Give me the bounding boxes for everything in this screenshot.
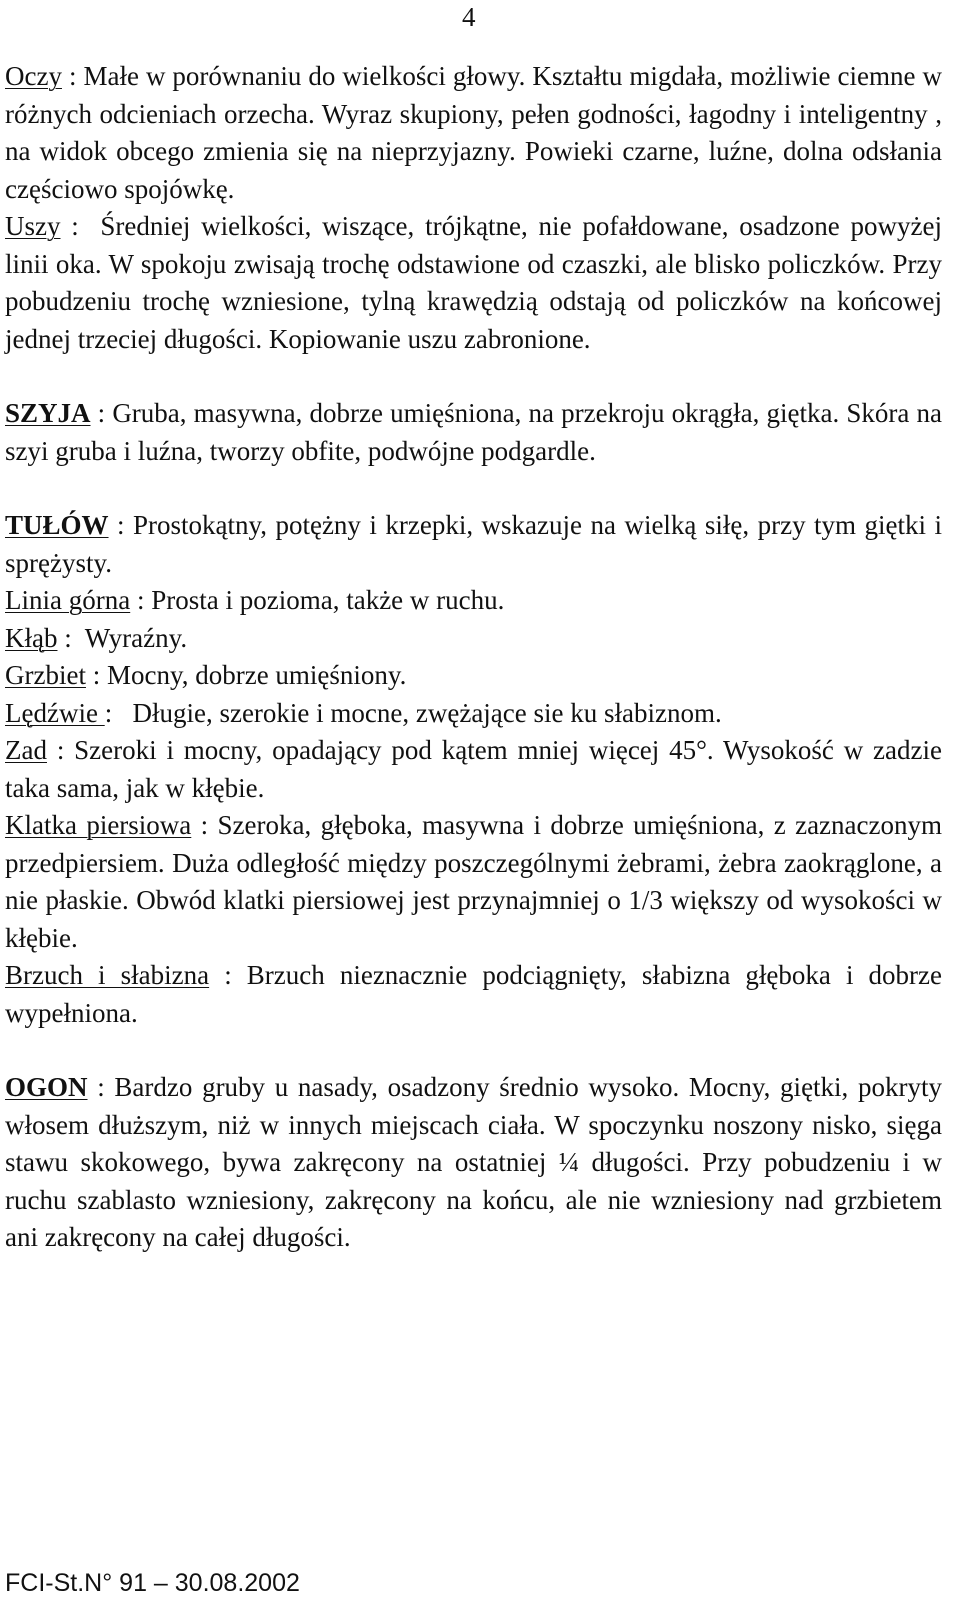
section-text: Długie, szerokie i mocne, zwężające sie ku słabiznom. <box>132 697 722 728</box>
section-text: Prosta i pozioma, także w ruchu. <box>151 585 505 615</box>
section-separator: : <box>60 211 101 241</box>
paragraph-gap <box>5 470 942 507</box>
section-text: Brzuch nieznacznie podciągnięty, słabizna głęboka i dobrze wypełniona. <box>5 960 942 1028</box>
section-loin <box>5 695 942 733</box>
paragraph-gap <box>5 358 942 395</box>
section-label: Brzuch i słabizna <box>5 960 210 990</box>
section-separator: : <box>61 61 84 91</box>
section-back <box>5 657 942 695</box>
section-label: Zad <box>5 735 47 765</box>
section-separator: : <box>90 398 113 428</box>
section-label: Kłąb <box>5 622 58 653</box>
section-label: Linia górna <box>5 585 131 615</box>
section-eyes <box>5 58 942 208</box>
section-separator: : <box>108 510 133 540</box>
section-text: Mocny, dobrze umięśniony. <box>106 660 407 690</box>
section-text: Prostokątny, potężny i krzepki, wskazuje na wielką siłę, przy tym giętki i sprężysty. <box>5 510 942 578</box>
section-ears <box>5 208 942 358</box>
section-separator: : <box>104 697 133 728</box>
document-footer: FCI-St.N° 91 – 30.08.2002 <box>5 1569 300 1597</box>
section-label: Oczy <box>5 61 62 91</box>
section-heading: OGON <box>5 1072 88 1102</box>
section-heading: SZYJA <box>5 398 91 428</box>
section-withers <box>5 620 942 658</box>
standard-text <box>5 58 942 1257</box>
section-separator: : <box>130 585 152 615</box>
section-text: Szeroki i mocny, opadający pod kątem mniej więcej 45°. Wysokość w zadzie taka sama, jak w kłębie. <box>5 735 942 803</box>
section-label: Uszy <box>5 211 61 241</box>
section-text: Średniej wielkości, wiszące, trójkątne, nie pofałdowane, osadzone powyżej linii oka. W spokoju zwisają trochę odstawione od czaszki, ale blisko policzków. Przy pobudzeniu trochę wzniesione, tylną krawędzią odstają od policzków na końcowej jednej trzeciej długości. Kopiowanie uszu zabronione. <box>5 211 942 354</box>
section-separator: : <box>191 810 218 840</box>
section-separator: : <box>85 660 107 690</box>
section-text: Szeroka, głęboka, masywna i dobrze umięśniona, z zaznaczonym przedpiersiem. Duża odległość między poszczególnymi żebrami, żebra zaokrąglone, a nie płaskie. Obwód klatki piersiowej jest przynajmniej o 1/3 większy od wysokości w kłębie. <box>5 810 942 953</box>
section-belly <box>5 957 942 1032</box>
section-separator: : <box>209 960 247 990</box>
section-croup <box>5 732 942 807</box>
section-separator: : <box>57 622 85 653</box>
section-heading: TUŁÓW <box>5 510 109 540</box>
page-number: 4 <box>462 2 476 32</box>
section-text: Wyraźny. <box>84 622 188 653</box>
section-label: Klatka piersiowa <box>5 810 192 840</box>
section-separator: : <box>87 1072 115 1102</box>
section-text: Bardzo gruby u nasady, osadzony średnio wysoko. Mocny, giętki, pokryty włosem dłuższym, niż w innych miejscach ciała. W spoczynku noszony nisko, sięga stawu skokowego, bywa zakręcony na ostatniej ¼ długości. Przy pobudzeniu i w ruchu szablasto wzniesiony, zakręcony na końcu, ale nie wzniesiony nad grzbietem ani zakręcony na całej długości. <box>5 1072 942 1252</box>
section-body <box>5 507 942 582</box>
section-text: Małe w porównaniu do wielkości głowy. Kształtu migdała, możliwie ciemne w różnych odcieniach orzecha. Wyraz skupiony, pełen godności, łagodny i inteligentny , na widok obcego zmienia się na nieprzyjazny. Powieki czarne, luźne, dolna odsłania częściowo spojówkę. <box>5 61 942 204</box>
section-text: Gruba, masywna, dobrze umięśniona, na przekroju okrągła, giętka. Skóra na szyi gruba i luźna, tworzy obfite, podwójne podgardle. <box>5 398 942 466</box>
section-label: Lędźwie <box>5 697 105 728</box>
paragraph-gap <box>5 1032 942 1069</box>
section-label: Grzbiet <box>5 660 86 690</box>
section-topline <box>5 582 942 620</box>
section-chest <box>5 807 942 957</box>
section-tail <box>5 1069 942 1257</box>
section-neck <box>5 395 942 470</box>
section-separator: : <box>46 735 75 765</box>
